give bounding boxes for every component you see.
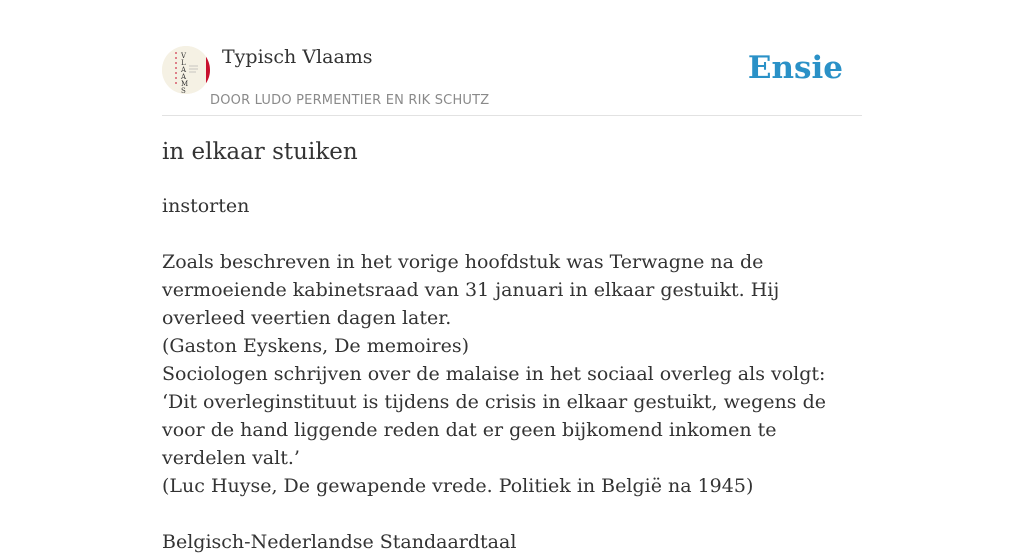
book-authors: DOOR LUDO PERMENTIER EN RIK SCHUTZ <box>210 93 490 108</box>
entry-examples: Zoals beschreven in het vorige hoofdstuk was Terwagne na de vermoeiende kabinetsraad van 31 januari in elkaar gestuikt. Hij overleed veertien dagen later. (Gaston Eyskens, De memoires) Sociologen schrijven over de malaise in het sociaal overleg als volgt: ‘Dit overleginstituut is tijdens de crisis in elkaar gestuikt, wegens de voor de hand liggende reden dat er geen bijkomend inkomen te verdelen valt.’ (Luc Huyse, De gewapende vrede. Politiek in België na 1945) <box>162 251 826 497</box>
book-title[interactable]: Typisch Vlaams <box>222 46 373 68</box>
entry-label: Belgisch-Nederlandse Standaardtaal <box>162 531 517 553</box>
page <box>162 0 862 553</box>
book-header <box>162 40 862 116</box>
entry-body <box>162 192 862 556</box>
book-cover-icon[interactable] <box>162 46 210 94</box>
entry-definition: instorten <box>162 195 250 217</box>
ensie-logo[interactable]: Ensie <box>747 50 843 86</box>
cover-letters: V L A A M S <box>181 52 189 94</box>
entry-title: in elkaar stuiken <box>162 139 358 165</box>
